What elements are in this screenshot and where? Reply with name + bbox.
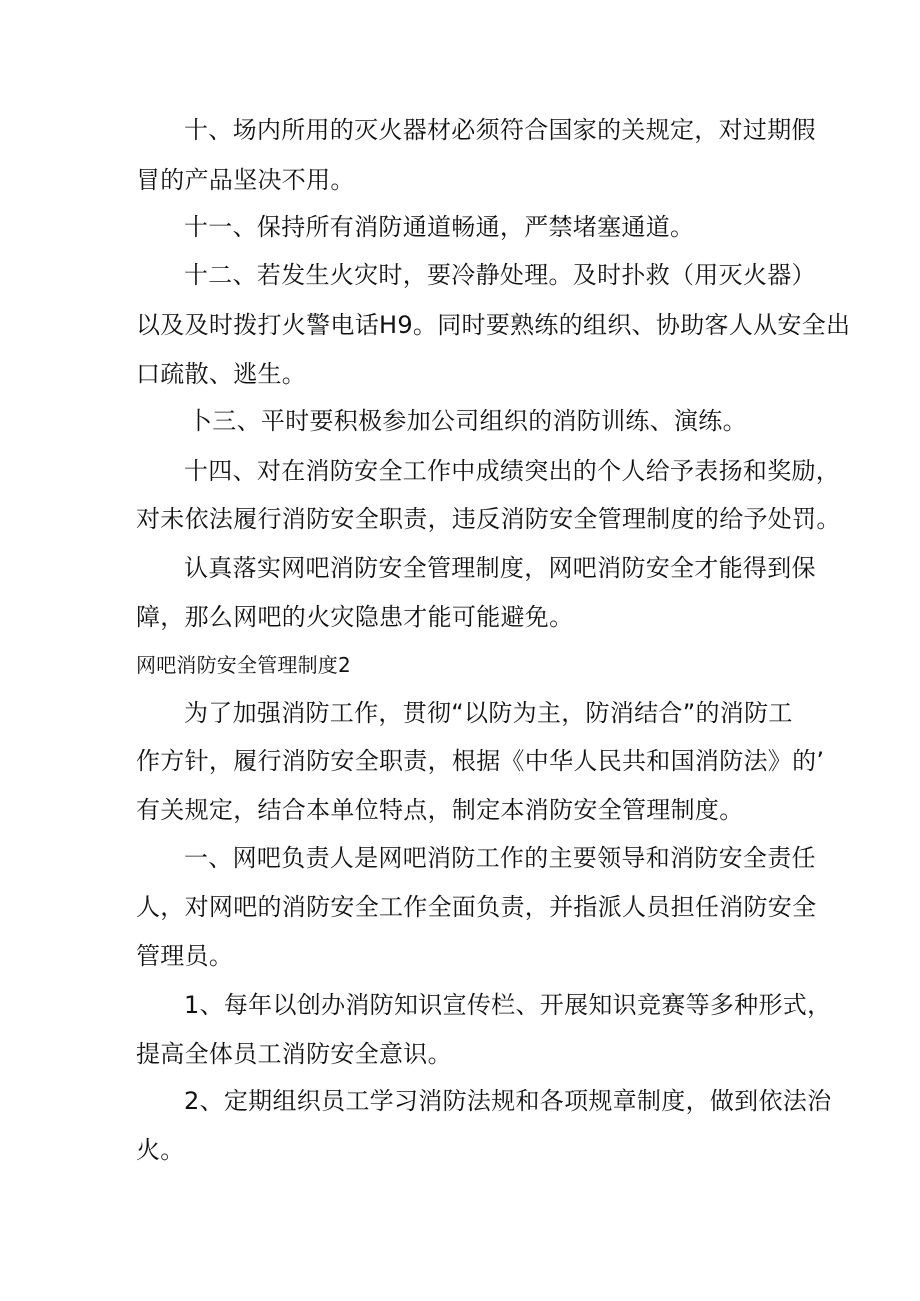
intro-line-1: 为了加强消防工作，贯彻“以防为主，防消结合”的消防工 bbox=[184, 699, 793, 727]
summary-line-1: 认真落实网吧消防安全管理制度，网吧消防安全才能得到保 bbox=[184, 554, 816, 582]
summary-line-2: 障，那么网吧的火灾隐患才能可能避免。 bbox=[136, 603, 574, 631]
subitem-2-line-1: 2、定期组织员工学习消防法规和各项规章制度，做到依法治 bbox=[184, 1087, 832, 1115]
item-1-line-2: 人，对网吧的消防安全工作全面负责，并指派人员担任消防安全 bbox=[136, 893, 817, 921]
paragraph-10-line-1: 十、场内所用的灭火器材必须符合国家的关规定，对过期假 bbox=[184, 116, 816, 144]
paragraph-12-line-3: 口疏散、逃生。 bbox=[136, 360, 307, 388]
intro-line-3: 有关规定，结合本单位特点，制定本消防安全管理制度。 bbox=[136, 796, 744, 824]
item-1-line-1: 一、网吧负责人是网吧消防工作的主要领导和消防安全责任 bbox=[184, 844, 816, 872]
paragraph-13: 卜三、平时要积极参加公司组织的消防训练、演练。 bbox=[188, 407, 747, 435]
subitem-1-line-2: 提高全体员工消防安全意识。 bbox=[136, 1040, 452, 1068]
subitem-1-line-1: 1、每年以创办消防知识宣传栏、开展知识竞赛等多种形式， bbox=[184, 991, 832, 1019]
paragraph-10-line-2: 冒的产品坚决不用。 bbox=[136, 166, 355, 194]
item-1-line-3: 管理员。 bbox=[136, 942, 234, 970]
paragraph-11: 十一、保持所有消防通道畅通，严禁堵塞通道。 bbox=[184, 213, 695, 241]
section-heading: 网吧消防安全管理制度2 bbox=[136, 653, 351, 677]
intro-line-2: 作方针，履行消防安全职责，根据《中华人民共和国消防法》的’ bbox=[136, 747, 825, 775]
subitem-2-line-2: 火。 bbox=[136, 1136, 185, 1164]
paragraph-14-line-1: 十四、对在消防安全工作中成绩突出的个人给予表扬和奖励， bbox=[184, 457, 841, 485]
paragraph-14-line-2: 对未依法履行消防安全职责，违反消防安全管理制度的给予处罚。 bbox=[136, 505, 841, 533]
paragraph-12-line-1: 十二、若发生火灾时，要冷静处理。及时扑救（用灭火器） bbox=[184, 261, 816, 289]
paragraph-12-line-2: 以及及时拨打火警电话H9。同时要熟练的组织、协助客人从安全出 bbox=[136, 311, 851, 339]
